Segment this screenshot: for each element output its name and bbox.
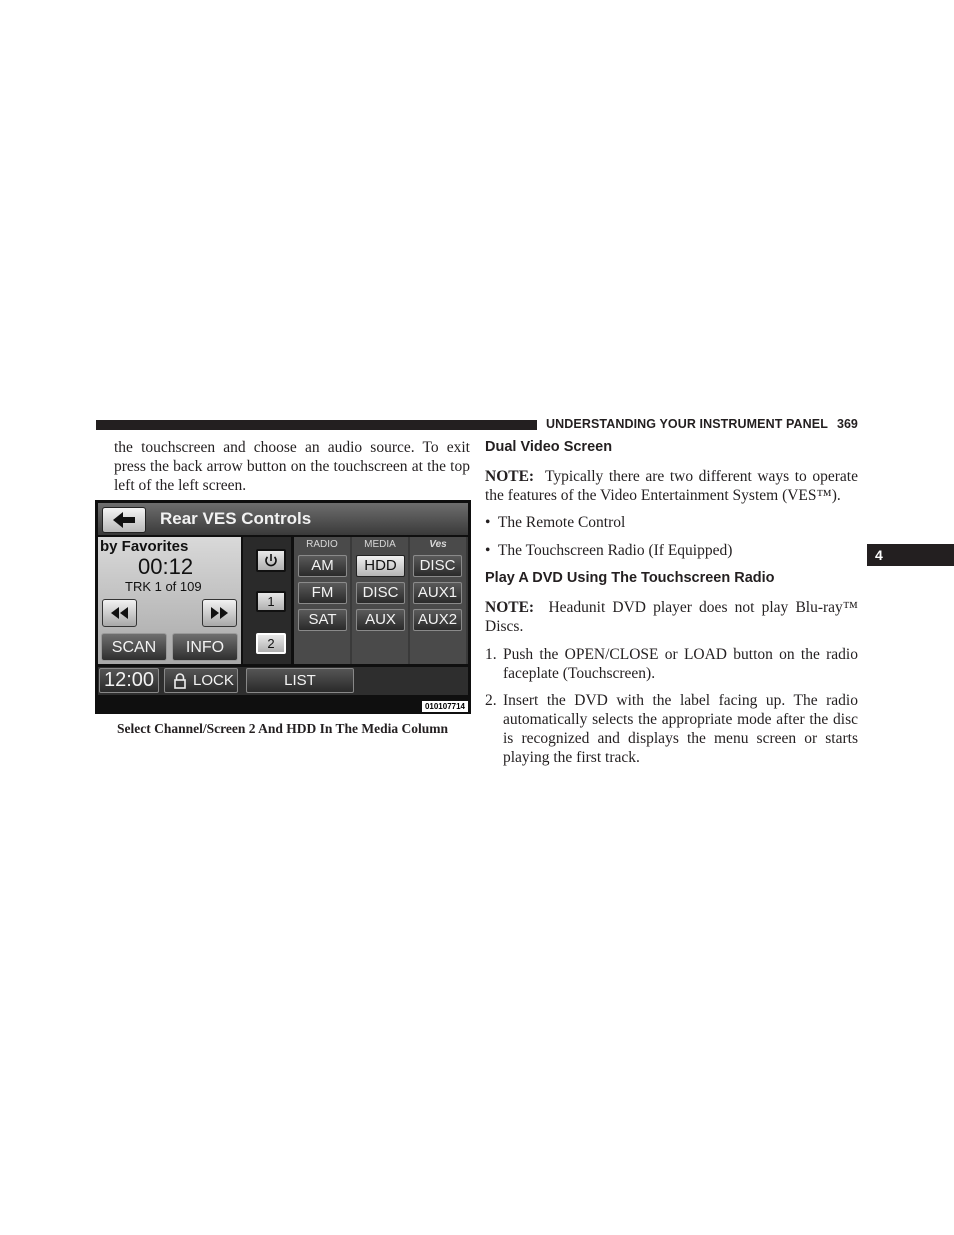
power-icon <box>258 551 284 570</box>
heading-play-dvd: Play A DVD Using The Touchscreen Radio <box>485 570 775 586</box>
ves-column-header: Ves <box>429 539 447 550</box>
step-number: 2. <box>485 692 497 709</box>
ves-disc-button[interactable]: DISC <box>413 555 462 577</box>
screen-title-bar <box>98 503 468 535</box>
bullet-item: • The Remote Control <box>485 514 626 531</box>
screen-select-panel <box>243 537 291 664</box>
media-column-header: MEDIA <box>364 539 396 550</box>
step-text: Push the OPEN/CLOSE or LOAD button on the radio faceplate (Touchscreen). <box>503 646 858 682</box>
step-item <box>485 645 858 683</box>
list-button[interactable]: LIST <box>246 668 354 693</box>
note-1 <box>485 467 858 505</box>
header-rule <box>96 420 537 430</box>
radio-sat-button[interactable]: SAT <box>298 609 347 631</box>
screen-title: Rear VES Controls <box>160 509 312 528</box>
back-arrow-button[interactable] <box>102 507 146 533</box>
bullet-text: The Remote Control <box>497 514 626 531</box>
lock-icon <box>173 673 187 689</box>
back-arrow-icon <box>103 508 145 532</box>
chapter-tab: 4 <box>867 544 954 566</box>
seek-back-button[interactable] <box>102 599 137 627</box>
screen-2-button[interactable]: 2 <box>256 633 286 654</box>
seek-forward-button[interactable] <box>202 599 237 627</box>
power-button[interactable] <box>256 549 286 572</box>
fast-forward-icon <box>203 600 236 626</box>
screen-bottom-bar <box>98 667 468 695</box>
lock-button[interactable] <box>164 668 238 693</box>
figure-id: 010107714 <box>422 701 468 712</box>
screen-1-button[interactable]: 1 <box>256 591 286 612</box>
page-number: 369 <box>837 417 858 431</box>
radio-am-button[interactable]: AM <box>298 555 347 577</box>
figure-caption: Select Channel/Screen 2 And HDD In The Media Column <box>116 721 449 736</box>
heading-dual-video-screen: Dual Video Screen <box>485 439 613 455</box>
section-title: UNDERSTANDING YOUR INSTRUMENT PANEL <box>546 417 828 431</box>
touchscreen-figure <box>95 500 471 714</box>
ves-aux1-button[interactable]: AUX1 <box>413 582 462 604</box>
source-grid <box>294 537 468 664</box>
step-item <box>485 691 858 767</box>
bullet-item: • The Touchscreen Radio (If Equipped) <box>485 542 733 559</box>
note-2-text: Headunit DVD player does not play Blu-ray™ Discs. <box>485 599 858 635</box>
note-2-label: NOTE: <box>485 599 535 616</box>
step-text: Insert the DVD with the label facing up. The radio automatically selects the appropriate mode after the disc is recognized and displays the menu screen or starts playing the first track. <box>503 692 858 766</box>
intro-paragraph: the touchscreen and choose an audio source. To exit press the back arrow button on the touchscreen at the top left of the left screen. <box>114 439 470 494</box>
bullet-text: The Touchscreen Radio (If Equipped) <box>497 542 733 559</box>
radio-column-header: RADIO <box>306 539 338 550</box>
info-button[interactable]: INFO <box>172 633 238 661</box>
lock-label: LOCK <box>193 672 234 689</box>
radio-fm-button[interactable]: FM <box>298 582 347 604</box>
play-time: 00:12 <box>138 554 194 579</box>
media-hdd-button[interactable]: HDD <box>356 555 405 577</box>
step-number: 1. <box>485 646 497 663</box>
rewind-icon <box>103 600 136 626</box>
scan-button[interactable]: SCAN <box>101 633 167 661</box>
now-playing-panel <box>98 537 241 664</box>
note-2 <box>485 598 858 636</box>
mode-label: by Favorites <box>100 538 189 555</box>
track-info: TRK 1 of 109 <box>125 579 202 594</box>
ves-aux2-button[interactable]: AUX2 <box>413 609 462 631</box>
media-aux-button[interactable]: AUX <box>356 609 405 631</box>
clock-button[interactable]: 12:00 <box>99 668 159 693</box>
note-1-text: Typically there are two different ways to operate the features of the Video Entertainment System (VES™). <box>485 468 858 504</box>
note-1-label: NOTE: <box>485 468 535 485</box>
media-disc-button[interactable]: DISC <box>356 582 405 604</box>
